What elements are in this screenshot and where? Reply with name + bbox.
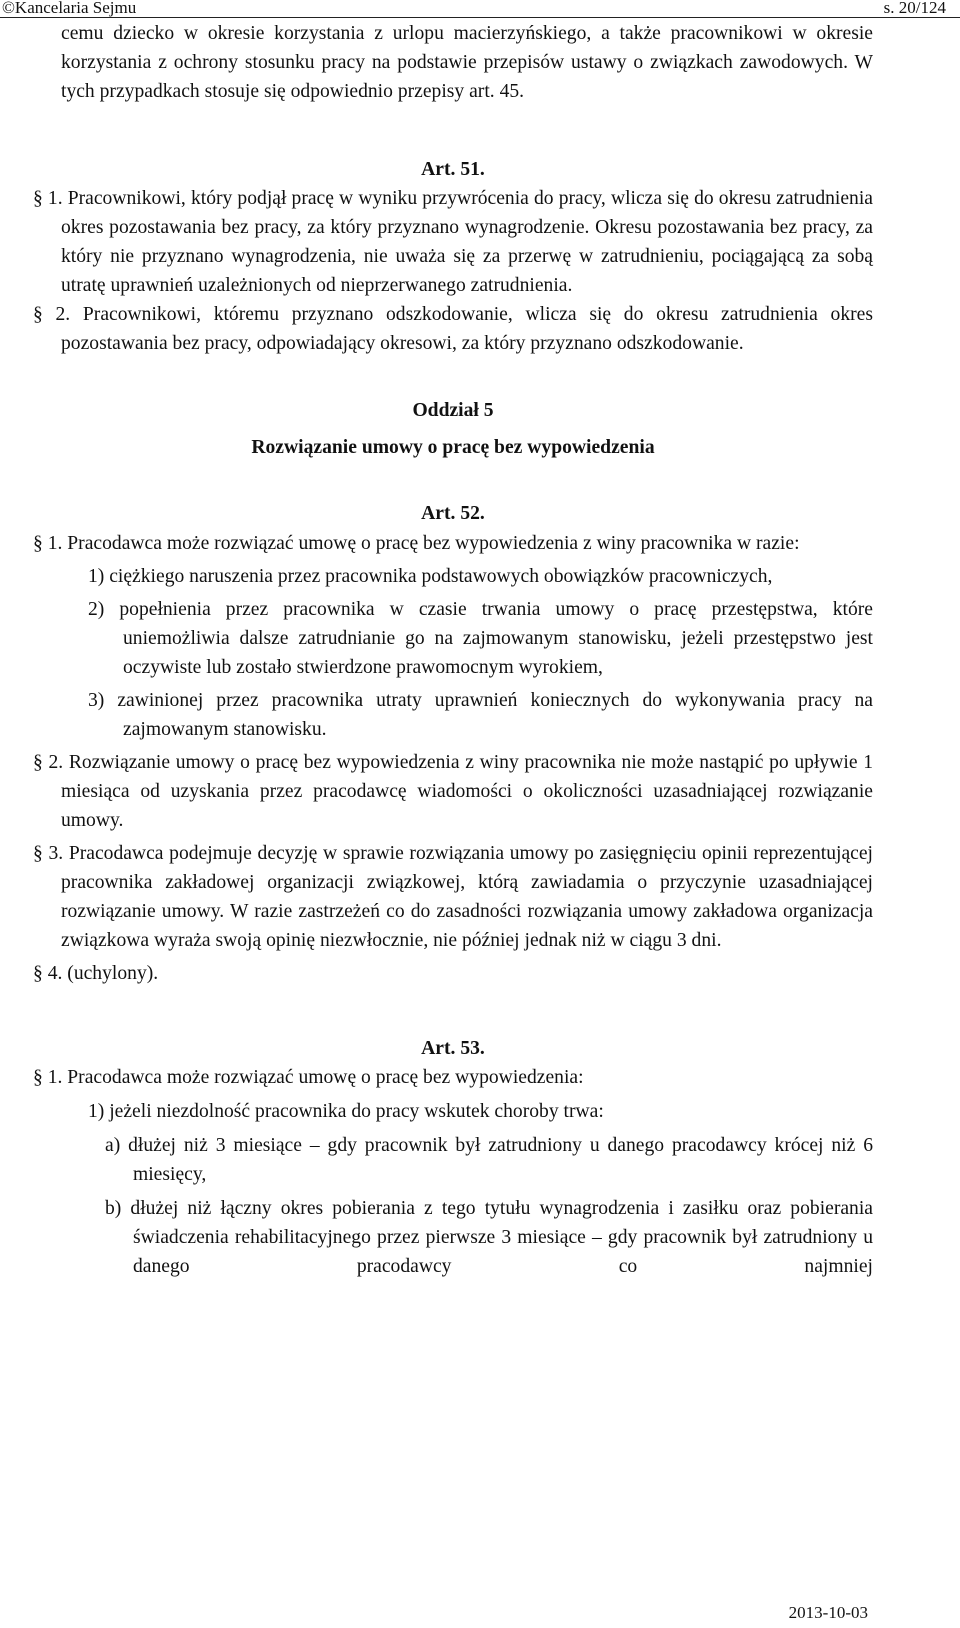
continued-paragraph: cemu dziecko w okresie korzystania z urlopu macierzyńskiego, a także pracownikowi w okresie korzystania z ochrony stosunku pracy na podstawie przepisów ustawy o związkach zawodowych. W tych przypadkach stosuje się odpowiednio przepisy art. 45.: [61, 23, 873, 102]
article-53-paragraph-1: § 1. Pracodawca może rozwiązać umowę o pracę bez wypowiedzenia:: [33, 1067, 584, 1088]
article-52-paragraph-3: § 3. Pracodawca podejmuje decyzję w sprawie rozwiązania umowy po zasięgnięciu opinii reprezentującej pracownika zakładowej organizacji związkowej, którą zawiadamia o przyczynie uzasadniającej rozwiązanie umowy. W razie zastrzeżeń co do zasadności rozwiązania umowy zakładowa organizacja związkowa wyraża swoją opinię niezwłocznie, nie później jednak niż w ciągu 3 dni.: [33, 843, 873, 951]
article-52-paragraph-4: § 4. (uchylony).: [33, 963, 159, 984]
header-divider: [0, 17, 960, 18]
article-53-item-1b: b) dłużej niż łączny okres pobierania z tego tytułu wynagrodzenia i zasiłku oraz pobierania świadczenia rehabilitacyjnego przez pierwsze 3 miesiące – gdy pracownik był zatrudniony u danego pracodawcy co najmniej: [105, 1198, 873, 1277]
article-52-paragraph-1: § 1. Pracodawca może rozwiązać umowę o pracę bez wypowiedzenia z winy pracownika w razie:: [33, 533, 800, 554]
section-number: Oddział 5: [412, 400, 494, 421]
article-52-item-2: 2) popełnienia przez pracownika w czasie trwania umowy o pracę przestępstwa, które uniemożliwia dalsze zatrudnianie go na zajmowanym stanowisku, jeżeli przestępstwo jest oczywiste lub zostało stwierdzone prawomocnym wyrokiem,: [88, 599, 873, 678]
header-copyright: ©Kancelaria Sejmu: [2, 0, 137, 17]
article-51-paragraph-1: § 1. Pracownikowi, który podjął pracę w wyniku przywrócenia do pracy, wlicza się do okresu zatrudnienia okres pozostawania bez pracy, za który przyznano wynagrodzenie. Okresu pozostawania bez pracy, za który nie przyznano wynagrodzenia, nie uważa się za przerwę w zatrudnieniu, pociągającą za sobą utratę uprawnień uzależnionych od nieprzerwanego zatrudnienia.: [33, 188, 873, 296]
article-53-title: Art. 53.: [421, 1038, 485, 1059]
footer-date: 2013-10-03: [788, 1603, 868, 1622]
document-body: [33, 19, 873, 1281]
article-51-title: Art. 51.: [421, 159, 485, 180]
article-53-item-1: 1) jeżeli niezdolność pracownika do pracy wskutek choroby trwa:: [88, 1101, 604, 1122]
article-53-item-1a: a) dłużej niż 3 miesiące – gdy pracownik był zatrudniony u danego pracodawcy krócej niż 6 miesięcy,: [105, 1135, 873, 1185]
article-52-item-3: 3) zawinionej przez pracownika utraty uprawnień koniecznych do wykonywania pracy na zajmowanym stanowisku.: [88, 690, 873, 740]
article-51-paragraph-2: § 2. Pracownikowi, któremu przyznano odszkodowanie, wlicza się do okresu zatrudnienia okres pozostawania bez pracy, odpowiadający okresowi, za który przyznano odszkodowanie.: [33, 304, 873, 354]
article-52-title: Art. 52.: [421, 503, 485, 524]
section-title: Rozwiązanie umowy o pracę bez wypowiedzenia: [251, 437, 655, 458]
article-52-paragraph-2: § 2. Rozwiązanie umowy o pracę bez wypowiedzenia z winy pracownika nie może nastąpić po upływie 1 miesiąca od uzyskania przez pracodawcę wiadomości o okoliczności uzasadniającej rozwiązanie umowy.: [33, 752, 873, 831]
article-52-item-1: 1) ciężkiego naruszenia przez pracownika podstawowych obowiązków pracowniczych,: [88, 566, 773, 587]
header-page-number: s. 20/124: [883, 0, 946, 17]
